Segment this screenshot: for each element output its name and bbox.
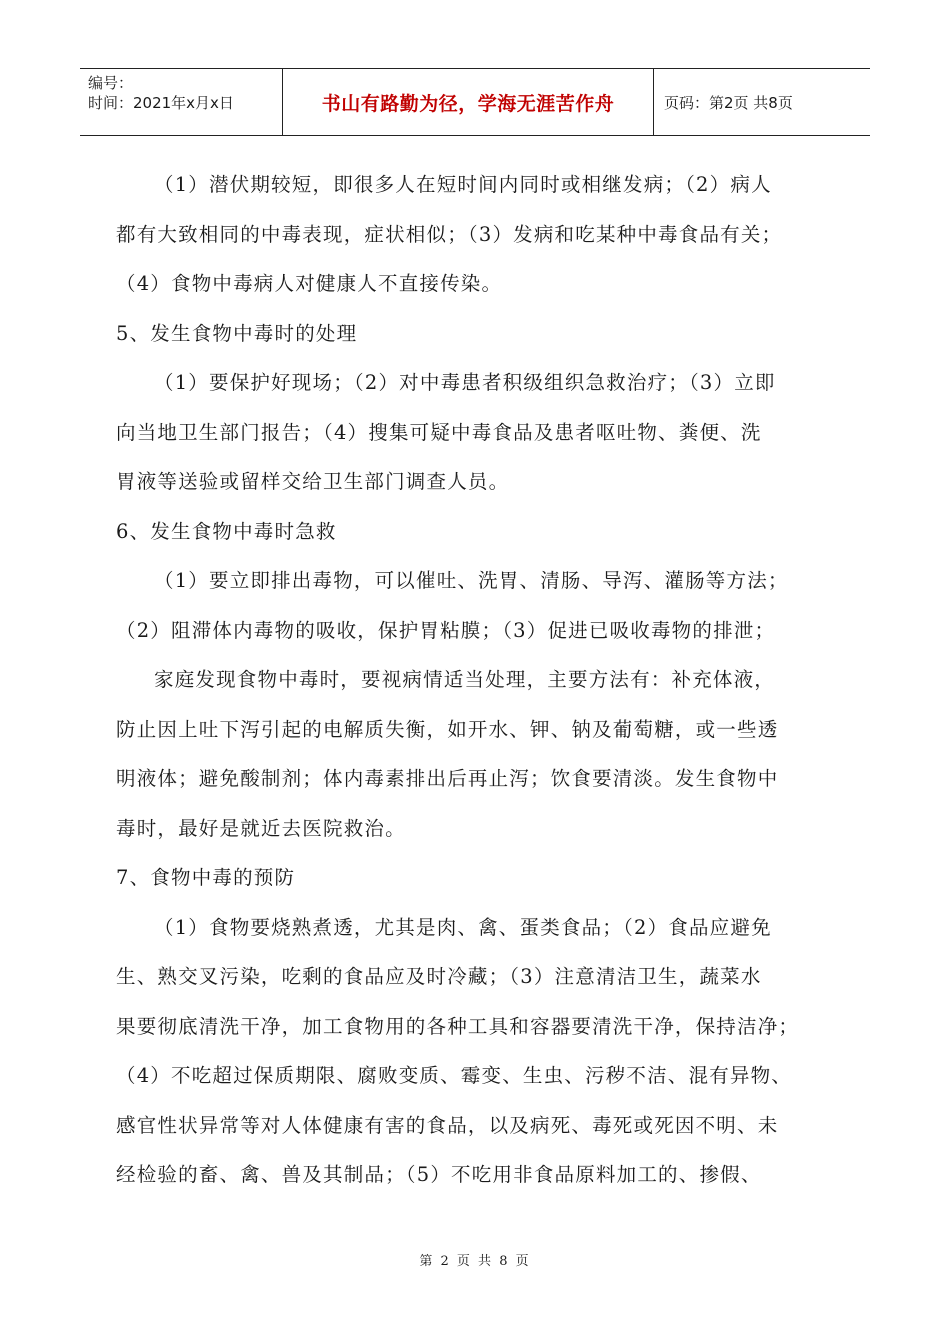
header-meta: [80, 69, 283, 135]
header-motto: 书山有路勤为径，学海无涯苦作舟: [283, 69, 654, 135]
paragraph-line: 胃液等送验或留样交给卫生部门调查人员。: [116, 470, 510, 493]
section-heading-5: 5、发生食物中毒时的处理: [116, 321, 358, 345]
paragraph-line: 感官性状异常等对人体健康有害的食品，以及病死、毒死或死因不明、未: [116, 1113, 779, 1137]
page-footer: 第 2 页 共 8 页: [419, 1254, 531, 1269]
paragraph-line: （1）要保护好现场；（2）对中毒患者积级组织急救治疗；（3）立即: [154, 371, 776, 394]
section-heading-6: 6、发生食物中毒时急救: [116, 519, 337, 543]
section-heading-7: 7、食物中毒的预防: [116, 866, 296, 889]
paragraph-line: 明液体；避免酸制剂；体内毒素排出后再止泻；饮食要清淡。发生食物中: [116, 767, 779, 790]
header-page-info: 页码：第2页 共8页: [664, 93, 793, 112]
paragraph-line: （4）食物中毒病人对健康人不直接传染。: [116, 272, 503, 295]
paragraph-line: 生、熟交叉污染，吃剩的食品应及时冷藏；（3）注意清洁卫生，蔬菜水: [116, 965, 762, 988]
paragraph-line: 经检验的畜、禽、兽及其制品；（5）不吃用非食品原料加工的、掺假、: [116, 1163, 762, 1186]
paragraph-line: 向当地卫生部门报告；（4）搜集可疑中毒食品及患者呕吐物、粪便、洗: [116, 420, 762, 444]
paragraph-line: （1）潜伏期较短，即很多人在短时间内同时或相继发病；（2）病人: [154, 173, 772, 196]
paragraph-line: 果要彻底清洗干净，加工食物用的各种工具和容器要清洗干净，保持洁净；: [116, 1014, 800, 1038]
paragraph-line: （4）不吃超过保质期限、腐败变质、霉变、生虫、污秽不洁、混有异物、: [116, 1064, 793, 1087]
paragraph-line: 都有大致相同的中毒表现，症状相似；（3）发病和吃某种中毒食品有关；: [116, 222, 783, 246]
paragraph-line: 家庭发现食物中毒时，要视病情适当处理，主要方法有：补充体液，: [154, 668, 776, 691]
paragraph-line: （1）要立即排出毒物，可以催吐、洗胃、清肠、导泻、灌肠等方法；: [154, 569, 789, 592]
paragraph-line: （2）阻滞体内毒物的吸收，保护胃粘膜；（3）促进已吸收毒物的排泄；: [116, 618, 776, 642]
paragraph-line: （1）食物要烧熟煮透，尤其是肉、禽、蛋类食品；（2）食品应避免: [154, 915, 772, 939]
document-body: [116, 160, 836, 1200]
number-label: 编号：: [88, 74, 134, 92]
time-label: 时间：2021年x月x日: [88, 94, 234, 112]
paragraph-line: 毒时，最好是就近去医院救治。: [116, 816, 406, 840]
header-table: [80, 68, 870, 136]
paragraph-line: 防止因上吐下泻引起的电解质失衡，如开水、钾、钠及葡萄糖，或一些透: [116, 717, 779, 741]
